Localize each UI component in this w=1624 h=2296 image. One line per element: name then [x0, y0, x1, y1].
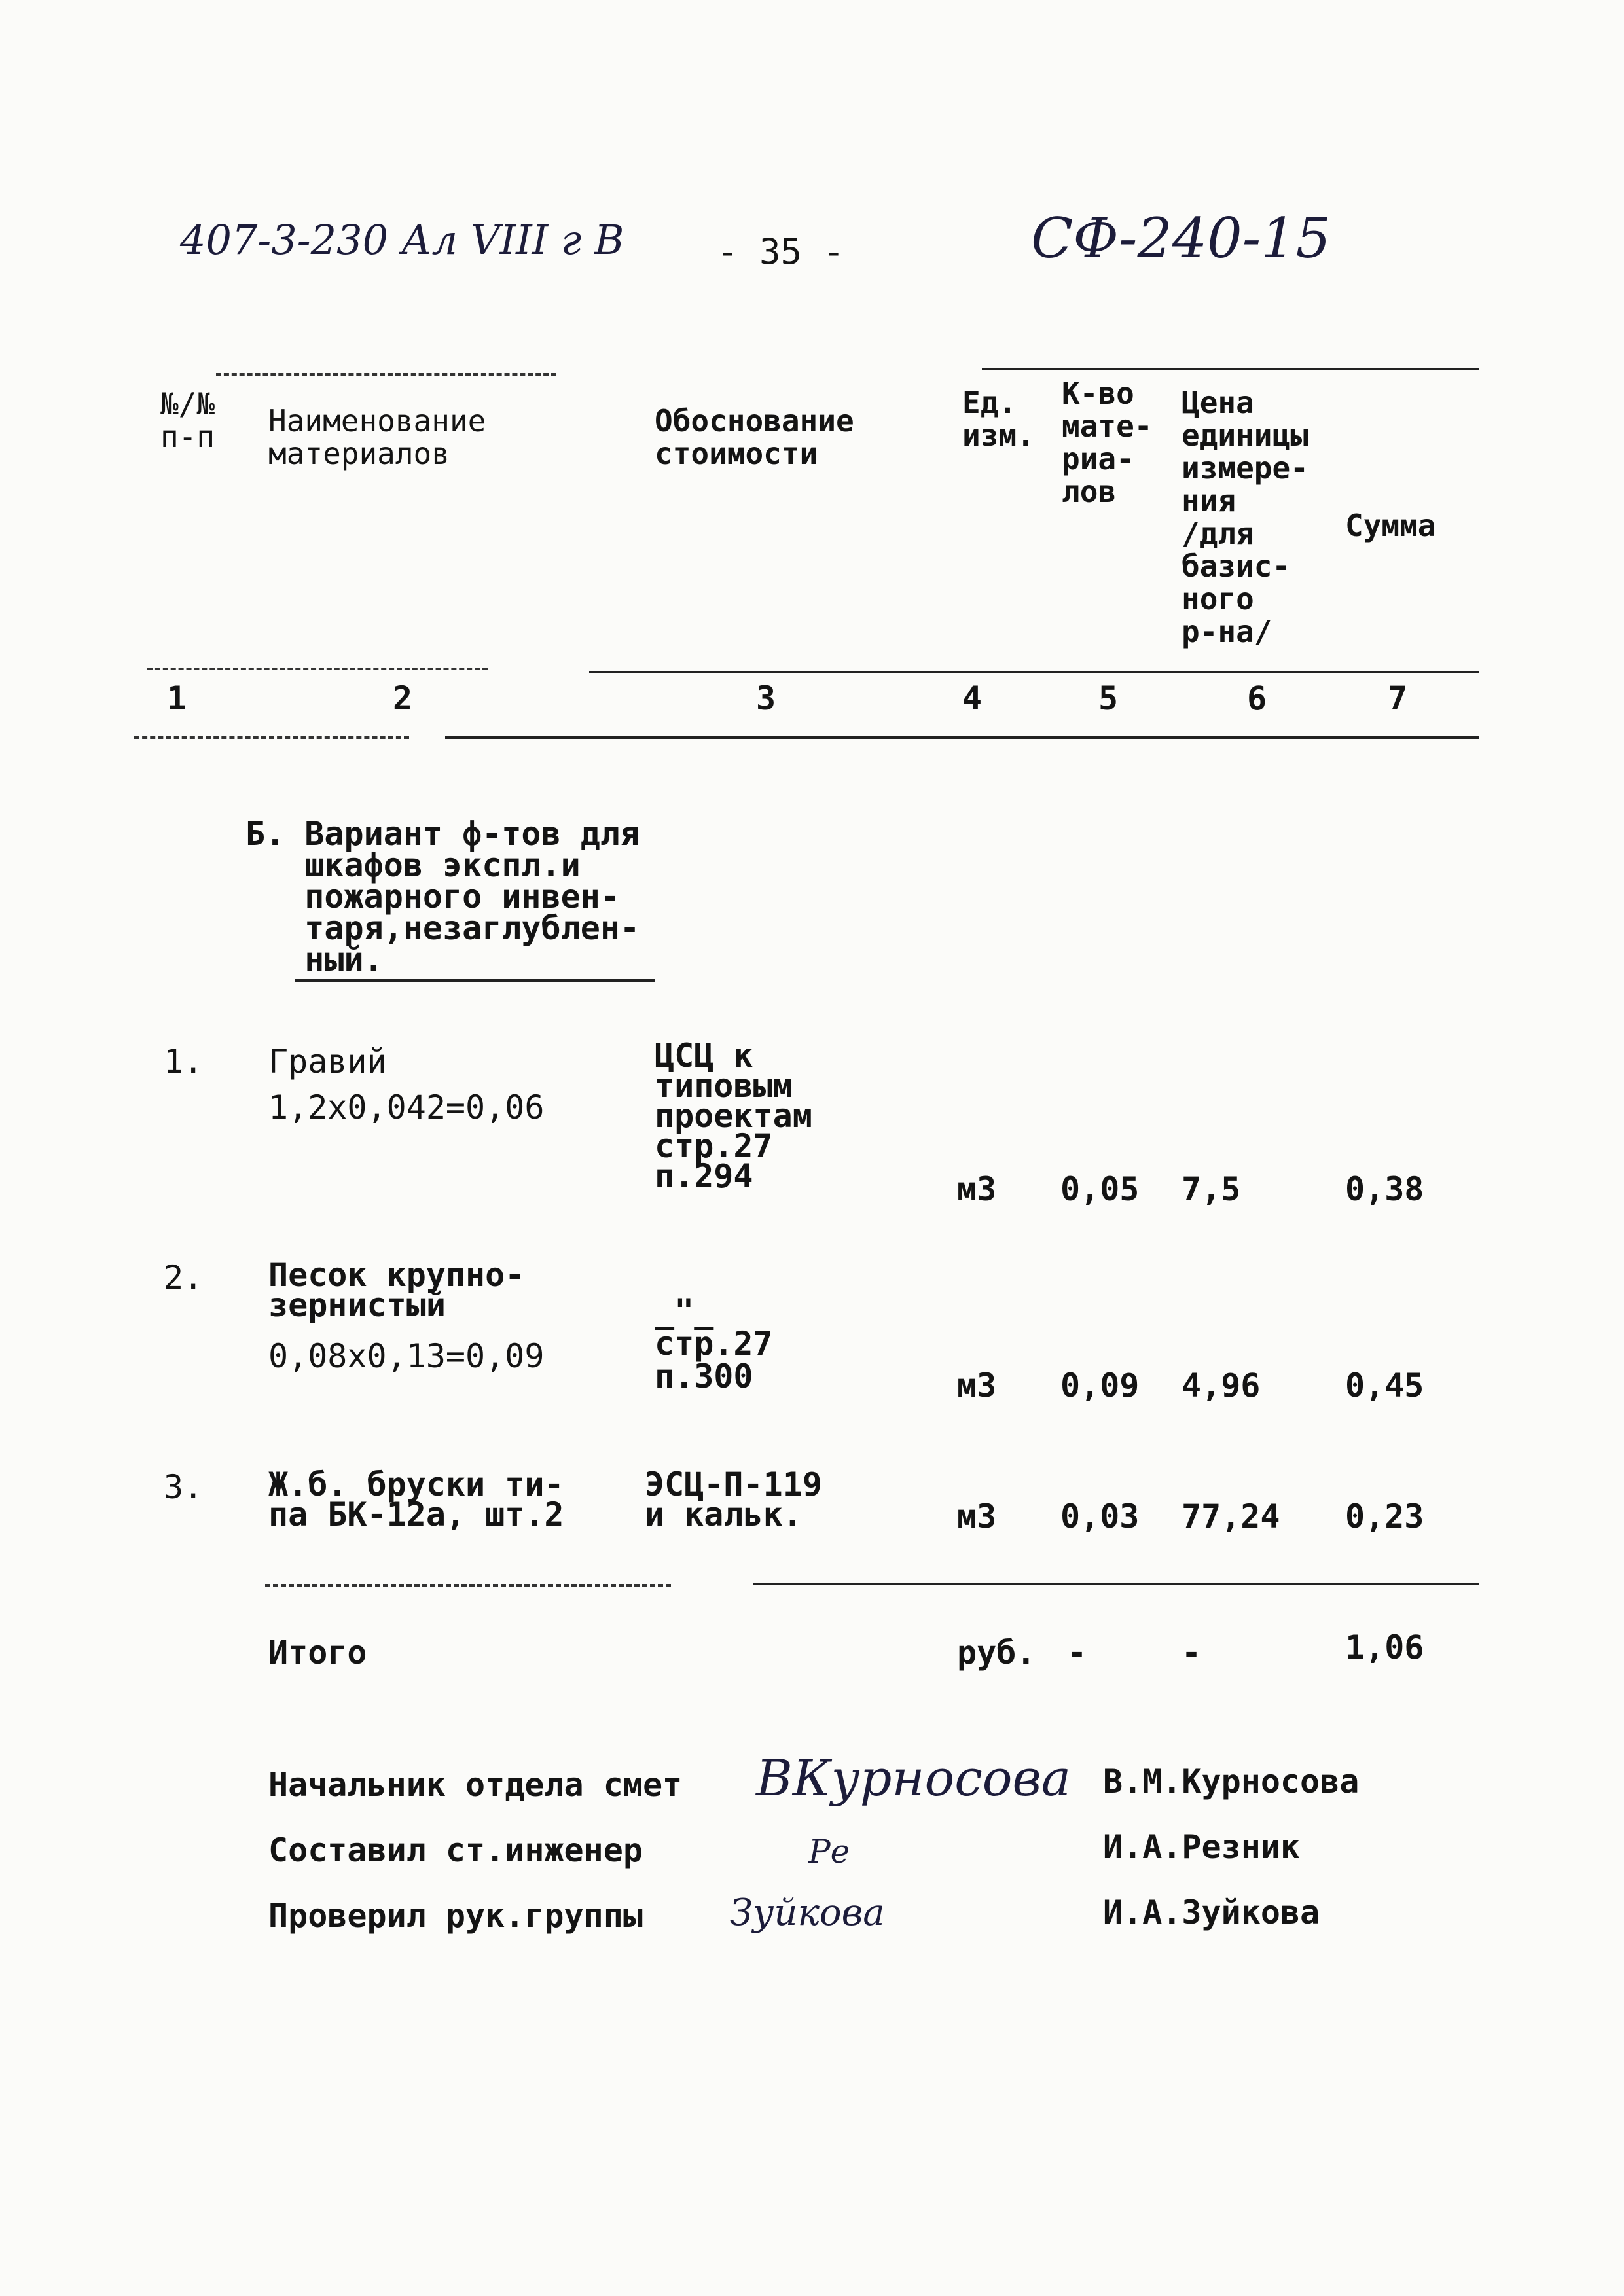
- col-header-quantity: К-во мате- риа- лов: [1062, 376, 1153, 509]
- section-title: Б. Вариант ф-тов для шкафов экспл.и пожарного инвен- таря,незаглублен- ный.: [245, 815, 640, 978]
- cost-basis: _"_ стр.27 п.300: [655, 1292, 773, 1395]
- signature-role: Проверил рук.группы: [268, 1897, 643, 1935]
- col-header-number: №/№ п-п: [160, 386, 215, 454]
- cost-basis: ЭСЦ-П-119 и кальк.: [645, 1465, 822, 1534]
- signature-role: Составил ст.инженер: [268, 1831, 643, 1869]
- column-number-1: 1: [167, 679, 187, 717]
- document-code: 407-3-230 Ал VIII г В: [180, 216, 624, 264]
- header-top-rule-left: [216, 373, 556, 376]
- sheet-code: СФ-240-15: [1031, 206, 1331, 270]
- quantity: 0,09: [1060, 1367, 1140, 1405]
- total-rule-right: [753, 1583, 1479, 1585]
- signatory-name: В.М.Курносова: [1103, 1763, 1360, 1801]
- total-label: Итого: [268, 1634, 367, 1672]
- unit-price: 4,96: [1182, 1367, 1261, 1405]
- quantity: 0,03: [1060, 1498, 1140, 1535]
- col-header-sum: Сумма: [1345, 508, 1436, 543]
- material-calculation: 1,2х0,042=0,06: [268, 1088, 545, 1126]
- handwritten-signature: Ре: [808, 1833, 850, 1871]
- unit: м3: [957, 1367, 997, 1405]
- unit-price: 7,5: [1182, 1170, 1241, 1208]
- section-title-underline: [295, 979, 655, 982]
- cost-basis: ЦСЦ к типовым проектам стр.27 п.294: [655, 1037, 812, 1195]
- row-number: 3.: [164, 1468, 204, 1506]
- quantity: 0,05: [1060, 1170, 1140, 1208]
- material-name: Песок крупно- зернистый: [268, 1256, 525, 1324]
- line-sum: 0,38: [1345, 1170, 1424, 1208]
- header-bottom-rule-left: [147, 668, 488, 670]
- total-sum: 1,06: [1345, 1628, 1424, 1666]
- column-number-7: 7: [1388, 679, 1408, 717]
- col-header-price: Цена единицы измере- ния /для базис- ного р-на/: [1182, 385, 1308, 649]
- col-header-name: Наименование материалов: [268, 403, 486, 471]
- column-number-5: 5: [1098, 679, 1119, 717]
- material-name: Гравий: [268, 1043, 387, 1081]
- total-unit: руб.: [957, 1634, 1036, 1672]
- unit: м3: [957, 1170, 997, 1208]
- col-header-unit: Ед. изм.: [962, 385, 1035, 453]
- unit: м3: [957, 1498, 997, 1535]
- column-number-rule-right: [445, 736, 1479, 739]
- column-number-2: 2: [393, 679, 413, 717]
- column-number-6: 6: [1247, 679, 1267, 717]
- signatory-name: И.А.Зуйкова: [1103, 1893, 1320, 1931]
- material-calculation: 0,08х0,13=0,09: [268, 1337, 545, 1375]
- line-sum: 0,23: [1345, 1498, 1424, 1535]
- handwritten-signature: ВКурносова: [756, 1749, 1072, 1807]
- col-header-basis: Обоснование стоимости: [655, 403, 854, 471]
- signatory-name: И.А.Резник: [1103, 1828, 1301, 1866]
- column-number-4: 4: [962, 679, 983, 717]
- total-rule-left: [265, 1584, 671, 1587]
- row-number: 1.: [164, 1043, 204, 1081]
- total-quantity: -: [1067, 1634, 1087, 1672]
- line-sum: 0,45: [1345, 1367, 1424, 1405]
- column-number-rule-left: [134, 736, 409, 739]
- header-bottom-rule-right: [589, 671, 1479, 673]
- row-number: 2.: [164, 1259, 204, 1297]
- handwritten-signature: Зуйкова: [730, 1892, 885, 1934]
- unit-price: 77,24: [1182, 1498, 1280, 1535]
- material-name: Ж.б. бруски ти- па БК-12а, шт.2: [268, 1465, 564, 1534]
- page-number: - 35 -: [717, 231, 845, 272]
- column-number-3: 3: [756, 679, 776, 717]
- signature-role: Начальник отдела смет: [268, 1766, 683, 1804]
- total-price: -: [1182, 1634, 1202, 1672]
- header-top-rule-right: [982, 368, 1479, 370]
